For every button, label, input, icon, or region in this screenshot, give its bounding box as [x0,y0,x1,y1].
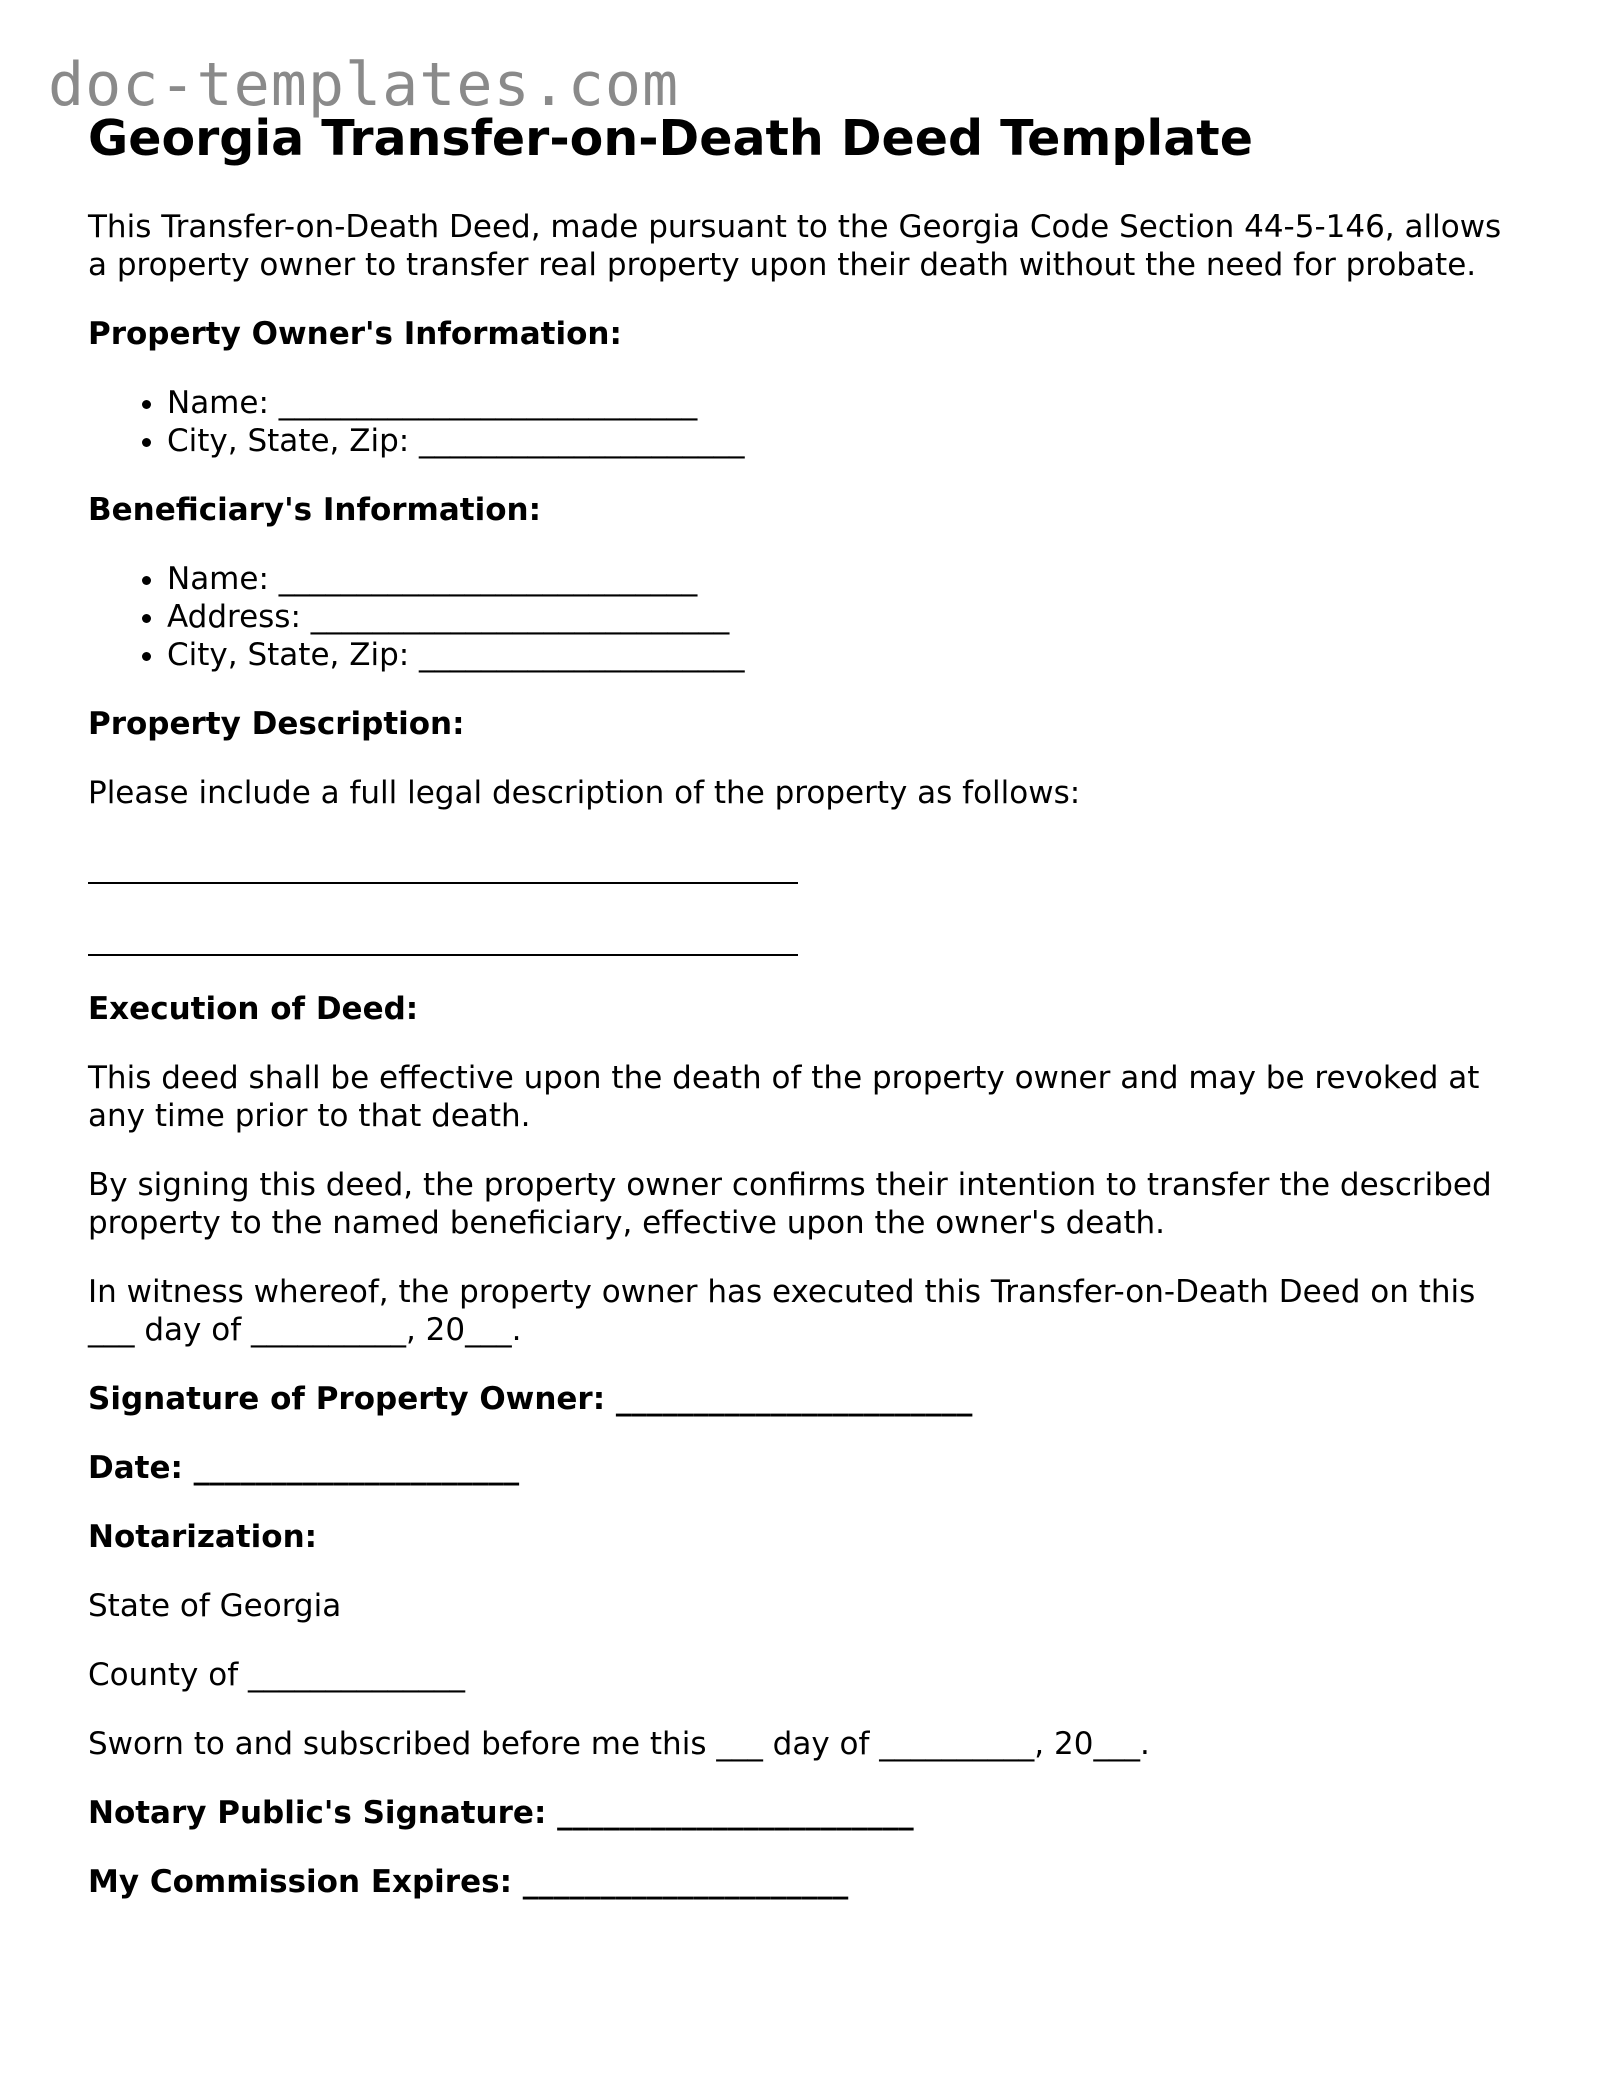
document-title: Georgia Transfer-on-Death Deed Template [88,110,1253,167]
execution-paragraph: This deed shall be effective upon the death of the property owner and may be revoked at any time prior to that death. [88,1060,1480,1134]
notary-state: State of Georgia [88,1588,342,1624]
watermark: doc-templates.com [48,50,680,120]
beneficiary-fields [88,560,1528,674]
beneficiary-name-field: • Name: ___________________________ [167,560,1528,598]
execution-heading: Execution of Deed: [88,991,419,1027]
notarization-heading: Notarization: [88,1519,318,1555]
intro-paragraph: This Transfer-on-Death Deed, made pursuant to the Georgia Code Section 44-5-146, allows a property owner to transfer real property upon their death without the need for probate. [88,209,1502,283]
owner-name-field: • Name: ___________________________ [167,384,1528,422]
beneficiary-heading: Beneficiary's Information: [88,492,541,528]
description-blank-line [88,846,798,884]
beneficiary-address-field: • Address: ___________________________ [167,598,1528,636]
property-instruction: Please include a full legal description of the property as follows: [88,775,1081,811]
date-line: Date: _____________________ [88,1450,520,1486]
owner-fields [88,384,1528,460]
document-page [88,108,1528,1901]
commission-expires-line: My Commission Expires: _____________________ [88,1864,849,1900]
property-heading: Property Description: [88,706,465,742]
notary-signature-line: Notary Public's Signature: _______________________ [88,1795,914,1831]
notary-sworn-line: Sworn to and subscribed before me this ___ day of __________, 20___. [88,1726,1150,1762]
notary-county: County of ______________ [88,1657,465,1693]
owner-signature-line: Signature of Property Owner: _______________________ [88,1381,973,1417]
beneficiary-city-field: • City, State, Zip: _____________________ [167,636,1528,674]
execution-paragraph: By signing this deed, the property owner confirms their intention to transfer the described property to the named beneficiary, effective upon the owner's death. [88,1167,1492,1241]
witness-paragraph: In witness whereof, the property owner has executed this Transfer-on-Death Deed on this ___ day of __________, 20___. [88,1274,1476,1348]
description-blank-line [88,918,798,956]
owner-heading: Property Owner's Information: [88,316,622,352]
owner-city-field: • City, State, Zip: _____________________ [167,422,1528,460]
